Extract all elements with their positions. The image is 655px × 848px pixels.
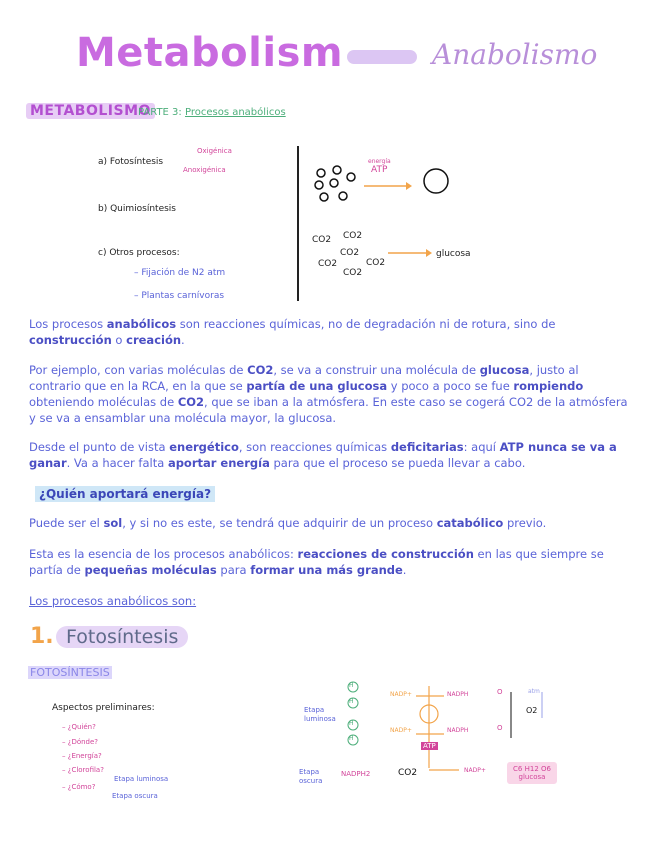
note-c-item2: – Plantas carnívoras — [134, 291, 225, 301]
notes-divider — [297, 146, 299, 301]
aspect-etapa-oscura: Etapa oscura — [112, 792, 158, 800]
oxygen-label: O — [497, 688, 503, 696]
nadph-label: NADPH — [447, 691, 469, 698]
nadp-label: NADP+ — [390, 727, 412, 734]
molecule-circle — [315, 181, 323, 189]
glucose-word: glucosa — [518, 773, 546, 781]
paragraph-6: Los procesos anabólicos son: — [29, 594, 197, 608]
molecule-circle — [339, 192, 347, 200]
part-label: PARTE 3: — [138, 107, 182, 118]
section-tag-fotosintesis: FOTOSÍNTESIS — [30, 666, 110, 679]
co2-input: CO2 — [398, 768, 418, 778]
diagram-etapa-luminosa: Etapa luminosa — [304, 706, 336, 723]
aspect-q3: – ¿Energía? — [62, 752, 102, 760]
molecule-circle — [317, 169, 325, 177]
h-label: H — [349, 735, 354, 742]
atp-badge: ATP — [423, 742, 436, 750]
molecule-circle — [347, 173, 355, 181]
co2-label: CO2 — [366, 258, 386, 268]
page-subtitle: Anabolismo — [432, 38, 598, 71]
co2-label: CO2 — [343, 268, 363, 278]
note-c: c) Otros procesos: — [98, 248, 180, 258]
aspect-q2: – ¿Dónde? — [62, 738, 99, 746]
page-title: Metabolism — [76, 30, 344, 76]
o2-label: O2 — [526, 706, 538, 715]
aspect-etapa-luminosa: Etapa luminosa — [114, 775, 169, 783]
note-a-opt1: Oxigénica — [197, 147, 232, 155]
atm-label: atm — [528, 688, 540, 695]
section-title: Fotosíntesis — [56, 626, 188, 648]
paragraph-2: Por ejemplo, con varias moléculas de CO2, se va a construir una molécula de glucosa, justo al contrario que en la RCA, en la que se partía de una glucosa y poco a poco se fue rompiendo obteniendo moléculas de CO2, que se iban a la atmósfera. En este caso se cogerá CO2 de la atmósfera y se va a ensamblar una molécula mayor, la glucosa. — [29, 363, 628, 425]
molecule-circle — [330, 179, 338, 187]
energy-question: ¿Quién aportará energía? — [35, 486, 215, 502]
part-title: Procesos anabólicos — [184, 107, 286, 118]
glucose-label: glucosa — [436, 249, 471, 259]
section-number: 1. — [30, 624, 54, 649]
note-a-opt2: Anoxigénica — [183, 166, 226, 174]
aspect-q4: – ¿Clorofila? — [62, 766, 104, 774]
note-b: b) Quimiosíntesis — [98, 204, 176, 214]
aspect-q5: – ¿Cómo? — [62, 783, 96, 791]
arrow-head — [406, 182, 412, 190]
aspect-q1: – ¿Quién? — [62, 723, 96, 731]
co2-label: CO2 — [340, 248, 360, 258]
paragraph-1: Los procesos anabólicos son reacciones químicas, no de degradación ni de rotura, sino de construcción o creación. — [29, 317, 556, 347]
co2-label: CO2 — [312, 235, 332, 245]
oxygen-label: O — [497, 724, 503, 732]
nadph-label: NADPH — [447, 727, 469, 734]
paragraph-3: Desde el punto de vista energético, son reacciones químicas deficitarias: aquí ATP nunca se va a ganar. Va a hacer falta aportar energía para que el proceso se pueda llevar a cabo. — [29, 440, 617, 470]
nadp-output: NADP+ — [464, 767, 486, 774]
section-tag: METABOLISMO — [26, 103, 155, 119]
large-molecule-circle — [424, 169, 448, 193]
diagram-etapa-oscura: Etapa oscura — [299, 768, 323, 785]
note-c-item1: – Fijación de N2 atm — [134, 268, 226, 278]
h-label: H — [349, 698, 354, 705]
note-a: a) Fotosíntesis — [98, 157, 164, 167]
molecule-circle — [320, 193, 328, 201]
part-heading — [138, 107, 286, 118]
co2-label: CO2 — [343, 231, 363, 241]
h-label: H — [349, 682, 354, 689]
aspects-title: Aspectos preliminares: — [52, 703, 155, 713]
h-label: H — [349, 720, 354, 727]
glucose-formula: C6 H12 O6 — [513, 765, 551, 773]
energy-label: energía — [368, 158, 391, 165]
co2-label: CO2 — [318, 259, 338, 269]
paragraph-4: Puede ser el sol, y si no es este, se tendrá que adquirir de un proceso catabólico previo. — [29, 516, 547, 530]
molecule-circle — [333, 166, 341, 174]
nadp-label: NADP+ — [390, 691, 412, 698]
glucose-product — [507, 762, 557, 784]
glucose-arrow — [388, 248, 434, 258]
nadph2-label: NADPH2 — [341, 770, 371, 778]
atp-label: ATP — [371, 165, 388, 175]
title-highlight-bar — [347, 50, 417, 64]
paragraph-5: Esta es la esencia de los procesos anabólicos: reacciones de construcción en las que siempre se partía de pequeñas moléculas para formar una más grande. — [29, 547, 604, 577]
